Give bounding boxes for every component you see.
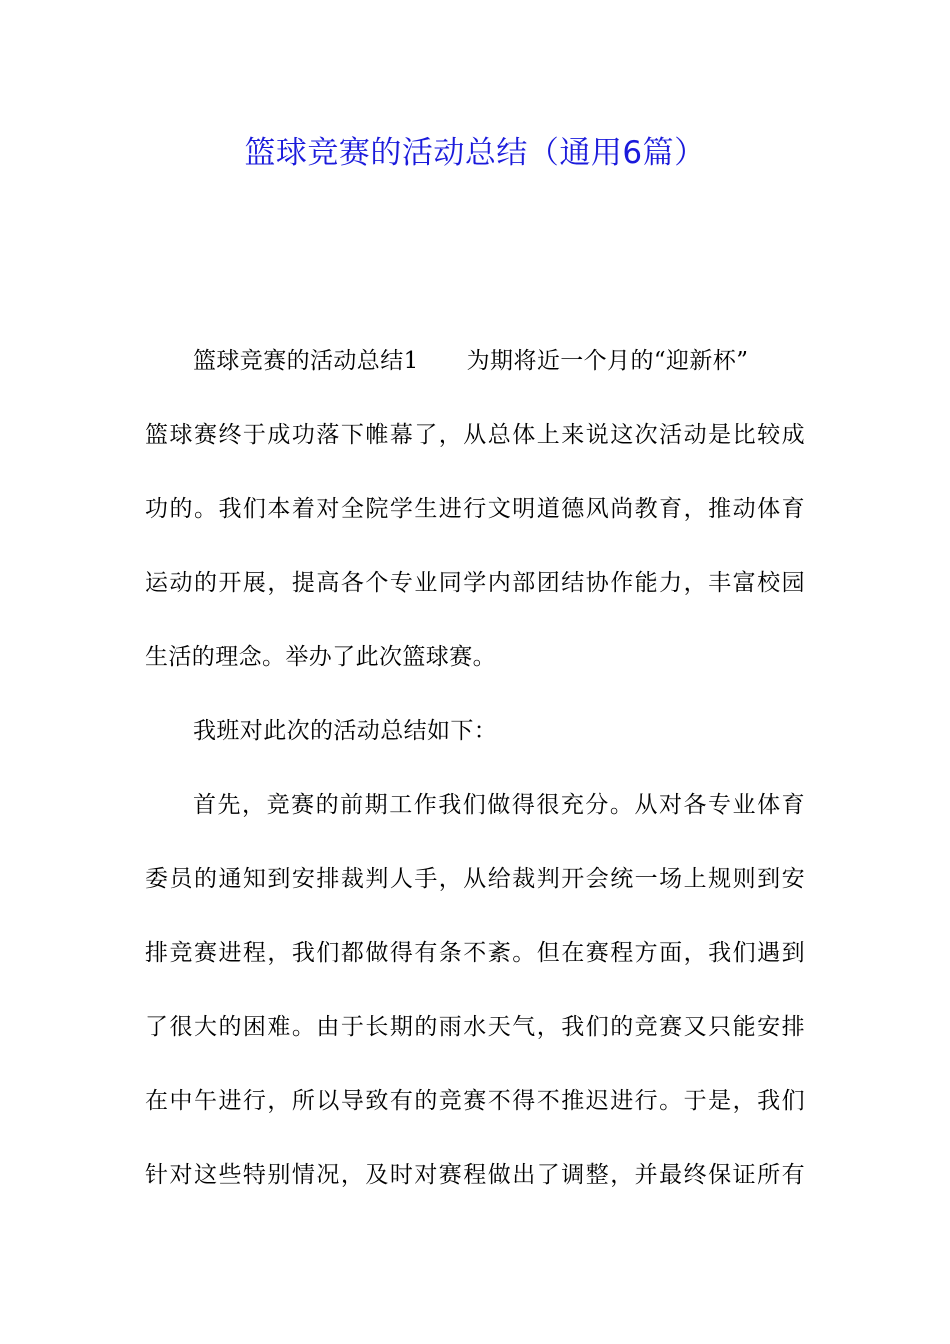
paragraph-line: 运动的开展，提高各个专业同学内部团结协作能力，丰富校园: [145, 570, 805, 596]
paragraph-line: 排竞赛进程，我们都做得有条不紊。但在赛程方面，我们遇到: [145, 940, 805, 966]
paragraph-line: 篮球赛终于成功落下帷幕了，从总体上来说这次活动是比较成: [145, 422, 805, 448]
document-body: [145, 336, 805, 1224]
section-heading: 篮球竞赛的活动总结1: [193, 348, 419, 374]
paragraph-line: 我班对此次的活动总结如下：: [193, 718, 498, 744]
document-title: 篮球竞赛的活动总结（通用6篇）: [244, 135, 706, 171]
paragraph-line: 在中午进行，所以导致有的竞赛不得不推迟进行。于是，我们: [145, 1088, 805, 1114]
paragraph-line: 功的。我们本着对全院学生进行文明道德风尚教育，推动体育: [145, 496, 805, 522]
paragraph-line: 首先，竞赛的前期工作我们做得很充分。从对各专业体育: [193, 792, 805, 818]
paragraph-line: 了很大的困难。由于长期的雨水天气，我们的竞赛又只能安排: [145, 1014, 805, 1040]
paragraph-line-text: 为期将近一个月的“迎新杯”: [466, 348, 749, 374]
paragraph-2: [145, 706, 805, 756]
paragraph-line: 委员的通知到安排裁判人手，从给裁判开会统一场上规则到安: [145, 866, 805, 892]
paragraph-3: [145, 780, 805, 1200]
paragraph-line: [145, 336, 805, 386]
paragraph-line: 生活的理念。举办了此次篮球赛。: [145, 644, 496, 670]
paragraph-1: [145, 336, 805, 682]
paragraph-line: 针对这些特别情况，及时对赛程做出了调整，并最终保证所有: [145, 1162, 805, 1188]
